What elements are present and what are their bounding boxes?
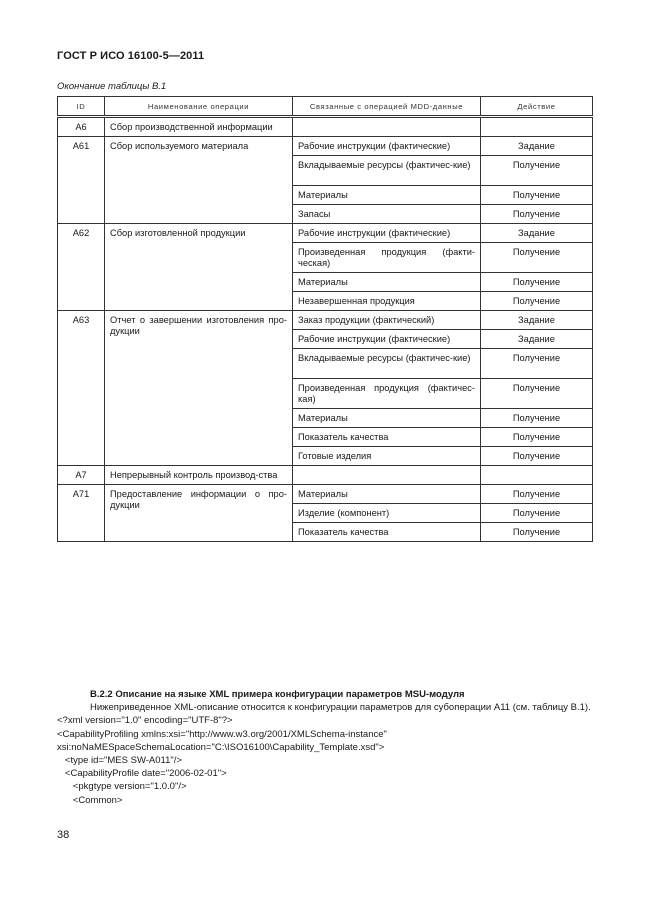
mdd-data-cell: Произведенная продукция (фактичес-кая): [293, 379, 481, 409]
table-body: [58, 117, 593, 542]
action-cell: Получение: [481, 523, 593, 542]
operation-id-cell: A61: [58, 137, 105, 224]
mdd-data-cell: Материалы: [293, 485, 481, 504]
mdd-data-cell: Материалы: [293, 409, 481, 428]
mdd-data-cell: Заказ продукции (фактический): [293, 311, 481, 330]
mdd-data-cell: Показатель качества: [293, 523, 481, 542]
action-cell: Задание: [481, 137, 593, 156]
table-row: [58, 311, 593, 330]
mdd-data-cell: Материалы: [293, 273, 481, 292]
action-cell: Получение: [481, 485, 593, 504]
mdd-data-cell: Запасы: [293, 205, 481, 224]
table-row: [58, 137, 593, 156]
mdd-data-cell: Произведенная продукция (факти-ческая): [293, 243, 481, 273]
operation-name-cell: Сбор используемого материала: [105, 137, 293, 224]
xml-section: [57, 688, 592, 807]
operations-table: [57, 96, 593, 542]
xml-code-line: <CapabilityProfiling xmlns:xsi="http://www.w3.org/2001/XMLSchema-instance": [57, 728, 387, 740]
action-cell: Получение: [481, 349, 593, 379]
table-caption: Окончание таблицы В.1: [57, 81, 167, 92]
action-cell: Получение: [481, 292, 593, 311]
action-cell: Получение: [481, 186, 593, 205]
mdd-data-cell: Рабочие инструкции (фактические): [293, 137, 481, 156]
mdd-data-cell: [293, 466, 481, 485]
section-title: В.2.2 Описание на языке XML примера конфигурации параметров MSU-модуля: [90, 689, 465, 700]
operation-name-cell: Непрерывный контроль производ-ства: [105, 466, 293, 485]
table-row: [58, 117, 593, 137]
action-cell: Задание: [481, 330, 593, 349]
mdd-data-cell: Вкладываемые ресурсы (фактичес-кие): [293, 156, 481, 186]
operation-id-cell: A71: [58, 485, 105, 542]
mdd-data-cell: Показатель качества: [293, 428, 481, 447]
action-cell: Получение: [481, 243, 593, 273]
operation-name-cell: Отчет о завершении изготовления про-дукции: [105, 311, 293, 466]
action-cell: Получение: [481, 504, 593, 523]
xml-code-line: <CapabilityProfile date="2006-02-01">: [57, 768, 227, 780]
operation-name-cell: Сбор изготовленной продукции: [105, 224, 293, 311]
table-header-row: [58, 97, 593, 117]
operation-id-cell: A7: [58, 466, 105, 485]
action-cell: Получение: [481, 156, 593, 186]
column-header-mdd-data: Связанные с операцией MDD-данные: [293, 97, 481, 117]
column-header-id: ID: [58, 97, 105, 117]
xml-code-line: <type id="MES SW-A011"/>: [57, 755, 182, 767]
mdd-data-cell: Готовые изделия: [293, 447, 481, 466]
column-header-action: Действие: [481, 97, 593, 117]
action-cell: Получение: [481, 379, 593, 409]
mdd-data-cell: Незавершенная продукция: [293, 292, 481, 311]
mdd-data-cell: Материалы: [293, 186, 481, 205]
action-cell: Получение: [481, 273, 593, 292]
action-cell: Получение: [481, 205, 593, 224]
action-cell: Задание: [481, 224, 593, 243]
page-number: 38: [57, 829, 70, 841]
action-cell: Получение: [481, 428, 593, 447]
action-cell: Получение: [481, 409, 593, 428]
xml-code-line: <pkgtype version="1.0.0"/>: [57, 781, 187, 793]
operation-name-cell: Предоставление информации о про-дукции: [105, 485, 293, 542]
action-cell: [481, 466, 593, 485]
xml-code-line: <Common>: [57, 794, 123, 806]
action-cell: [481, 117, 593, 137]
mdd-data-cell: Изделие (компонент): [293, 504, 481, 523]
section-paragraph: Нижеприведенное XML-описание относится к конфигурации параметров для субоперации А11 (см. таблицу В.1).: [90, 702, 591, 714]
action-cell: Получение: [481, 447, 593, 466]
xml-code-line: xsi:noNaMESpaceSchemaLocation="C:\ISO16100\Capability_Template.xsd">: [57, 741, 385, 753]
operation-id-cell: A62: [58, 224, 105, 311]
action-cell: Задание: [481, 311, 593, 330]
table-row: [58, 485, 593, 504]
xml-code-block: [57, 714, 592, 806]
mdd-data-cell: Рабочие инструкции (фактические): [293, 330, 481, 349]
mdd-data-cell: Рабочие инструкции (фактические): [293, 224, 481, 243]
xml-code-line: <?xml version="1.0" encoding="UTF-8"?>: [57, 715, 233, 727]
mdd-data-cell: Вкладываемые ресурсы (фактичес-кие): [293, 349, 481, 379]
document-header: ГОСТ Р ИСО 16100-5—2011: [57, 50, 205, 62]
operation-id-cell: A63: [58, 311, 105, 466]
operation-id-cell: A6: [58, 117, 105, 137]
table-row: [58, 224, 593, 243]
mdd-data-cell: [293, 117, 481, 137]
table-row: [58, 466, 593, 485]
operation-name-cell: Сбор производственной информации: [105, 117, 293, 137]
column-header-operation: Наименование операции: [105, 97, 293, 117]
